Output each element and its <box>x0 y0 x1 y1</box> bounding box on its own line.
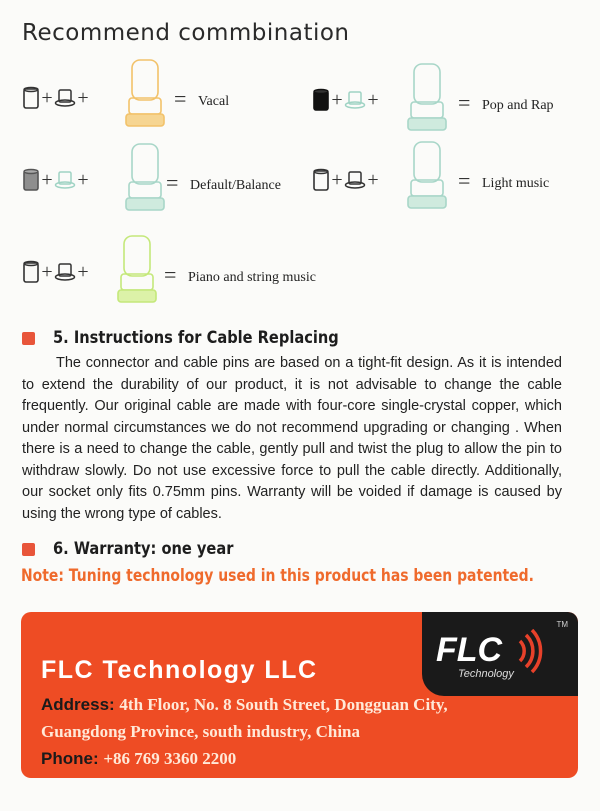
combination-label: Pop and Rap <box>482 98 554 113</box>
plus-sign: + <box>41 260 53 283</box>
svg-text:Technology: Technology <box>458 668 514 680</box>
trademark-mark: TM <box>556 620 568 629</box>
flc-logo-mark-icon <box>434 629 554 681</box>
plus-sign: + <box>41 86 53 109</box>
combination-default-balance <box>22 140 312 220</box>
nozzle-tip-silver-icon <box>122 142 168 214</box>
company-name: FLC Technology LLC <box>41 656 318 684</box>
nozzle-tip-silver-icon <box>404 140 450 212</box>
tuning-filter-grey-icon <box>22 168 40 192</box>
phone-line: Phone: +86 769 3360 2200 <box>41 749 237 768</box>
page-heading: Recommend commbination <box>22 20 350 46</box>
equals-sign: = <box>174 86 187 111</box>
nozzle-tip-silver-icon <box>404 62 450 134</box>
company-card <box>21 612 578 778</box>
section-bullet-icon <box>22 332 35 345</box>
equals-sign: = <box>164 262 177 287</box>
tuning-filter-open-icon <box>22 86 40 110</box>
section-6-header <box>22 539 263 559</box>
plus-sign: + <box>77 86 89 109</box>
section-5-body: The connector and cable pins are based on a tight-fit design. As it is intended to extend the durability of our product, it is not advisable to change the cable frequently. Our original cable are made with four-core single-crystal copper, which under normal circumstances we do not recommend upgrading or changing . When there is a need to change the cable, gently pull and twist the plug to allow the pin to withdraw slowly. Do not use excessive force to pull the cable directly. Additionally, our socket only fits 0.75mm pins. Warranty will be voided if damage is caused by using the wrong type of cables. <box>22 355 562 522</box>
combination-label: Default/Balance <box>190 178 281 193</box>
section-6-title: 6. Warranty: one year <box>53 539 234 559</box>
combination-vacal <box>22 58 282 138</box>
section-5-title: 5. Instructions for Cable Replacing <box>53 328 339 348</box>
plus-sign: + <box>331 88 343 111</box>
combination-label: Vacal <box>198 94 230 109</box>
combination-label: Light music <box>482 176 550 191</box>
section-5-header <box>22 328 385 348</box>
equals-sign: = <box>166 170 179 195</box>
plus-sign: + <box>41 168 53 191</box>
plus-sign: + <box>77 168 89 191</box>
address-line-2: Guangdong Province, south industry, China <box>41 722 360 741</box>
svg-text:FLC: FLC <box>436 631 503 669</box>
patent-note: Note: Tuning technology used in this product has been patented. <box>21 566 534 586</box>
damper-ring-icon <box>54 88 76 108</box>
tuning-filter-open-icon <box>22 260 40 284</box>
flc-logo <box>422 612 578 696</box>
nozzle-tip-lime-icon <box>114 234 160 306</box>
equals-sign: = <box>458 90 471 115</box>
damper-ring-icon <box>344 170 366 190</box>
combination-light-music <box>312 140 582 220</box>
combination-label: Piano and string music <box>188 270 316 285</box>
tuning-filter-open-icon <box>312 168 330 192</box>
damper-ring-green-icon <box>344 90 366 110</box>
plus-sign: + <box>367 88 379 111</box>
tuning-filter-black-icon <box>312 88 330 112</box>
plus-sign: + <box>77 260 89 283</box>
combination-pop-and-rap <box>312 62 582 142</box>
damper-ring-green-icon <box>54 170 76 190</box>
plus-sign: + <box>367 168 379 191</box>
equals-sign: = <box>458 168 471 193</box>
address-line-1: Address: 4th Floor, No. 8 South Street, Dongguan City, <box>41 695 448 714</box>
combination-piano-and-string <box>22 232 332 312</box>
damper-ring-icon <box>54 262 76 282</box>
nozzle-tip-gold-icon <box>122 58 168 130</box>
plus-sign: + <box>331 168 343 191</box>
section-bullet-icon <box>22 543 35 556</box>
